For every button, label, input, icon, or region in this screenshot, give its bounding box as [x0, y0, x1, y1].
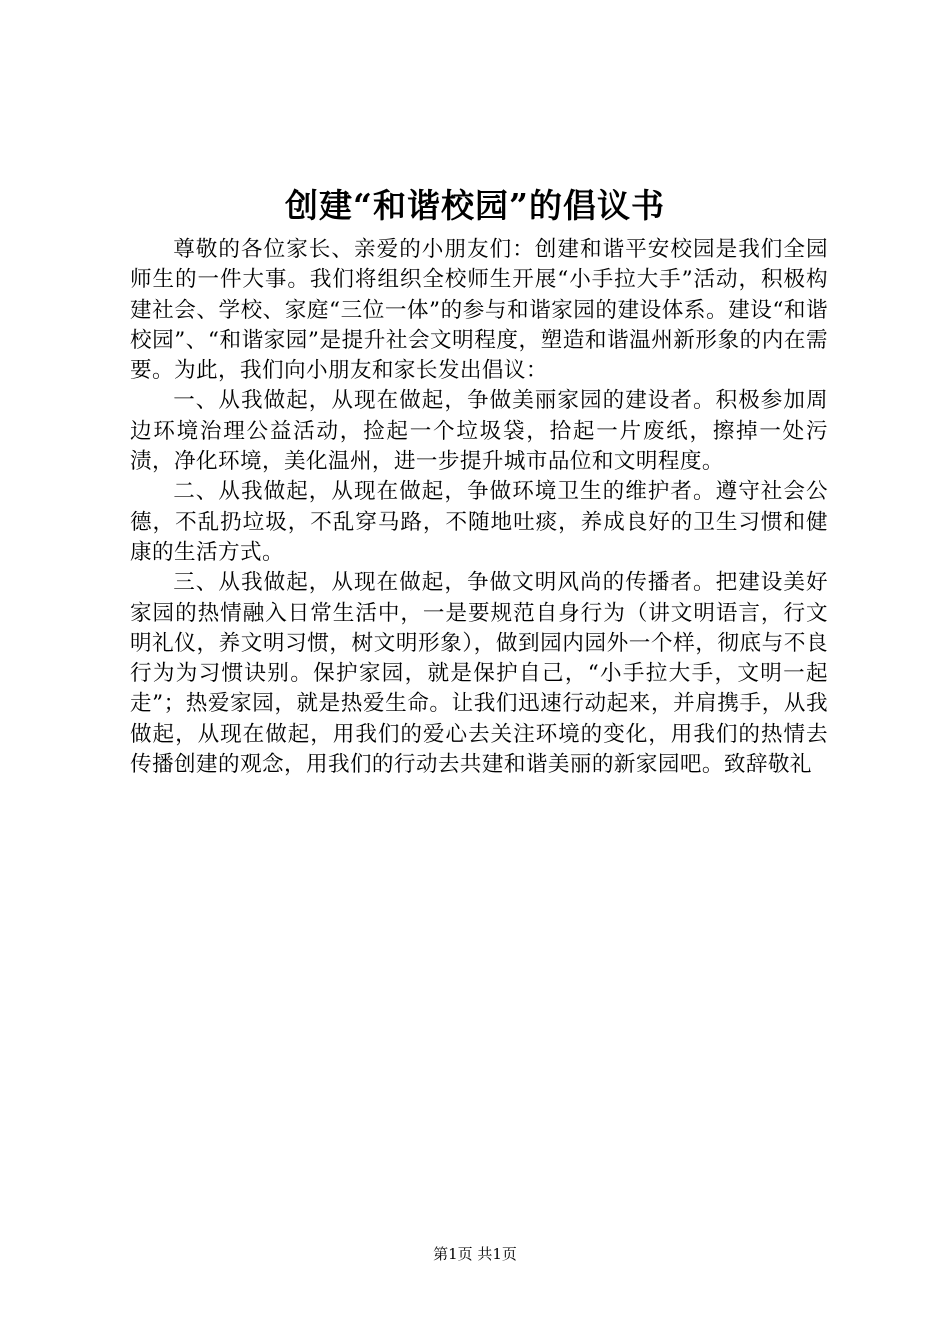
document-title: 创建“和谐校园”的倡议书 — [285, 186, 665, 225]
paragraph-point-three: 三、从我做起，从现在做起，争做文明风尚的传播者。把建设美好家园的热情融入日常生活中，一是要规范自身行为（讲文明语言，行文明礼仪，养文明习惯，树文明形象），做到园内园外一个样，彻底与不良行为为习惯诀别。保护家园，就是保护自己，“小手拉大手，文明一起走”；热爱家园，就是热爱生命。让我们迅速行动起来，并肩携手，从我做起，从现在做起，用我们的爱心去关注环境的变化，用我们的热情去传播创建的观念，用我们的行动去共建和谐美丽的新家园吧。致辞敬礼 — [130, 570, 828, 778]
paragraph-intro: 尊敬的各位家长、亲爱的小朋友们：创建和谐平安校园是我们全园师生的一件大事。我们将组织全校师生开展“小手拉大手”活动，积极构建社会、学校、家庭“三位一体”的参与和谐家园的建设体系。建设“和谐校园”、“和谐家园”是提升社会文明程度，塑造和谐温州新形象的内在需要。为此，我们向小朋友和家长发出倡议： — [130, 237, 828, 384]
document-body — [130, 235, 828, 780]
paragraph-point-one: 一、从我做起，从现在做起，争做美丽家园的建设者。积极参加周边环境治理公益活动，捡起一个垃圾袋，拾起一片废纸，擦掉一处污渍，净化环境，美化温州，进一步提升城市品位和文明程度。 — [130, 388, 828, 475]
paragraph-point-two: 二、从我做起，从现在做起，争做环境卫生的维护者。遵守社会公德，不乱扔垃圾，不乱穿马路，不随地吐痰，养成良好的卫生习惯和健康的生活方式。 — [130, 479, 828, 565]
page-number-footer: 第1页 共1页 — [433, 1245, 517, 1263]
